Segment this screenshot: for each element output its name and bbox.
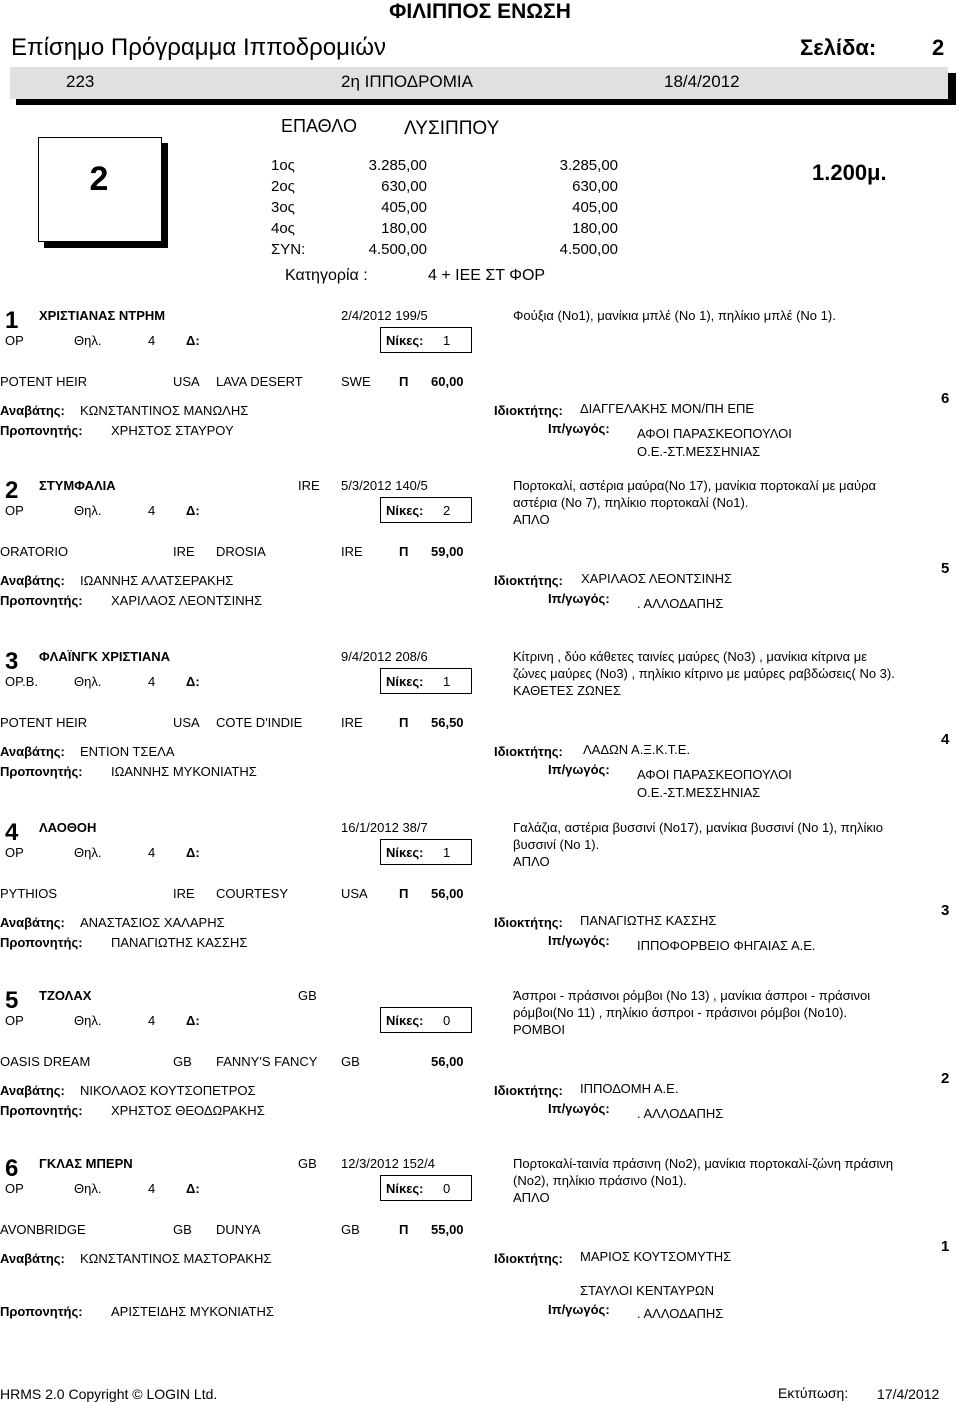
prize-amount-total: 4.500,00 — [559, 241, 618, 258]
dam-country: GB — [341, 1222, 360, 1237]
trainer-label: Προπονητής: — [0, 1103, 83, 1118]
jockey-name: ΑΝΑΣΤΑΣΙΟΣ ΧΑΛΑΡΗΣ — [80, 915, 225, 930]
sex-label: Θηλ. — [74, 1181, 102, 1196]
prize-amount: 405,00 — [381, 199, 427, 216]
sire-name: PYTHIOS — [0, 886, 58, 901]
trainer-name: ΧΡΗΣΤΟΣ ΘΕΟΔΩΡΑΚΗΣ — [111, 1103, 265, 1118]
trainer-label: Προπονητής: — [0, 1304, 83, 1319]
dam-name: LAVA DESERT — [216, 374, 303, 389]
wins-label: Νίκες: — [386, 674, 424, 689]
prize-place: 3ος — [271, 199, 295, 216]
wins-count: 1 — [443, 845, 451, 860]
dam-name: COTE D'INDIE — [216, 715, 303, 730]
dam-name: COURTESY — [216, 886, 288, 901]
p-flag: Π — [399, 544, 409, 559]
horse-last-run: 9/4/2012 208/6 — [341, 649, 428, 664]
owner-label: Ιδιοκτήτης: — [494, 403, 563, 418]
prize-amount: 630,00 — [381, 178, 427, 195]
document-title: Επίσημο Πρόγραμμα Ιπποδρομιών — [11, 34, 387, 61]
sire-country: IRE — [173, 544, 195, 559]
horse-name: ΧΡΙΣΤΙΑΝΑΣ ΝΤΡΗΜ — [39, 308, 166, 323]
slot-number: 4 — [941, 731, 950, 748]
stable-name-2: Ο.Ε.-ΣΤ.ΜΕΣΣΗΝΙΑΣ — [637, 444, 761, 459]
stable-name: ΑΦΟΙ ΠΑΡΑΣΚΕΟΠΟΥΛΟΙ — [637, 767, 792, 782]
jockey-name: ΙΩΑΝΝΗΣ ΑΛΑΤΣΕΡΑΚΗΣ — [80, 573, 234, 588]
prize-amount-total: 180,00 — [572, 220, 618, 237]
trainer-name: ΙΩΑΝΝΗΣ ΜΥΚΟΝΙΑΤΗΣ — [111, 764, 257, 779]
stable-label: Ιπ/γωγός: — [548, 421, 610, 436]
meeting-number: 223 — [66, 72, 95, 91]
horse-number: 2 — [5, 477, 19, 504]
stable-label: Ιπ/γωγός: — [548, 1302, 610, 1317]
horse-origin: IRE — [298, 478, 320, 493]
stable-label: Ιπ/γωγός: — [548, 1101, 610, 1116]
horse-name: ΛΑΟΘΟΗ — [39, 820, 97, 835]
colors-line-3: ΑΠΛΟ — [513, 512, 550, 527]
sire-country: IRE — [173, 886, 195, 901]
trainer-name: ΧΡΗΣΤΟΣ ΣΤΑΥΡΟΥ — [111, 423, 234, 438]
owner-name: ΠΑΝΑΓΙΩΤΗΣ ΚΑΣΣΗΣ — [580, 913, 717, 928]
horse-code: ΟΡ — [5, 1013, 24, 1028]
owner-label: Ιδιοκτήτης: — [494, 1251, 563, 1266]
sex-label: Θηλ. — [74, 845, 102, 860]
trainer-name: ΑΡΙΣΤΕΙΔΗΣ ΜΥΚΟΝΙΑΤΗΣ — [111, 1304, 274, 1319]
weight: 56,00 — [431, 886, 464, 901]
stable-label: Ιπ/γωγός: — [548, 591, 610, 606]
prize-name: ΛΥΣΙΠΠΟΥ — [404, 118, 500, 139]
sex-label: Θηλ. — [74, 1013, 102, 1028]
colors-line-2: (Νο2), πηλίκιο πράσινο (Νο1). — [513, 1173, 687, 1188]
horse-number: 1 — [5, 307, 19, 334]
wins-count: 0 — [443, 1013, 451, 1028]
sire-country: USA — [173, 374, 200, 389]
owner-name: ΔΙΑΓΓΕΛΑΚΗΣ ΜΟΝ/ΠΗ ΕΠΕ — [580, 401, 755, 416]
owner-label: Ιδιοκτήτης: — [494, 1083, 563, 1098]
category-label: Κατηγορία : — [285, 267, 368, 284]
prize-place: 2ος — [271, 178, 295, 195]
colors-line-1: Φούξια (Νο1), μανίκια μπλέ (Νο 1), πηλίκιο μπλέ (Νο 1). — [513, 308, 836, 323]
horse-origin: GB — [298, 988, 317, 1003]
slot-number: 6 — [941, 390, 950, 407]
trainer-label: Προπονητής: — [0, 593, 83, 608]
sire-country: GB — [173, 1222, 192, 1237]
jockey-name: ΝΙΚΟΛΑΟΣ ΚΟΥΤΣΟΠΕΤΡΟΣ — [80, 1083, 256, 1098]
delta-label: Δ: — [186, 503, 200, 518]
colors-line-1: Κίτρινη , δύο κάθετες ταινίες μαύρες (Νο3) , μανίκια κίτρινα με — [513, 649, 867, 664]
colors-line-3: ΑΠΛΟ — [513, 1190, 550, 1205]
horse-name: ΓΚΛΑΣ ΜΠΕΡΝ — [39, 1156, 133, 1171]
sex-label: Θηλ. — [74, 503, 102, 518]
wins-count: 2 — [443, 503, 451, 518]
stable-name: ΙΠΠΟΦΟΡΒΕΙΟ ΦΗΓΑΙΑΣ Α.Ε. — [637, 938, 816, 953]
trainer-name: ΧΑΡΙΛΑΟΣ ΛΕΟΝΤΣΙΝΗΣ — [111, 593, 263, 608]
horse-number: 3 — [5, 648, 19, 675]
category-value: 4 + ΙΕΕ ΣΤ ΦΟΡ — [428, 267, 546, 284]
trainer-label: Προπονητής: — [0, 935, 83, 950]
wins-count: 1 — [443, 674, 451, 689]
weight: 59,00 — [431, 544, 464, 559]
slot-number: 3 — [941, 902, 950, 919]
colors-line-2: αστέρια (Νο 7), πηλίκιο πορτοκαλί (Νο1). — [513, 495, 749, 510]
wins-label: Νίκες: — [386, 1181, 424, 1196]
owner-label: Ιδιοκτήτης: — [494, 573, 563, 588]
sire-name: AVONBRIDGE — [0, 1222, 86, 1237]
dam-name: DUNYA — [216, 1222, 261, 1237]
stable-name: . ΑΛΛΟΔΑΠΗΣ — [637, 596, 724, 611]
header-bar-shadow-bottom — [16, 99, 956, 105]
print-date: 17/4/2012 — [877, 1386, 940, 1402]
meeting-date: 18/4/2012 — [664, 72, 740, 91]
horse-age: 4 — [148, 333, 156, 348]
wins-label: Νίκες: — [386, 333, 424, 348]
sex-label: Θηλ. — [74, 674, 102, 689]
jockey-name: ΚΩΝΣΤΑΝΤΙΝΟΣ ΜΑΝΩΛΗΣ — [80, 403, 249, 418]
horse-number: 5 — [5, 987, 19, 1014]
jockey-label: Αναβάτης: — [0, 403, 65, 418]
wins-label: Νίκες: — [386, 1013, 424, 1028]
delta-label: Δ: — [186, 674, 200, 689]
owner-name: ΜΑΡΙΟΣ ΚΟΥΤΣΟΜΥΤΗΣ — [580, 1249, 732, 1264]
prize-amount-total: 405,00 — [572, 199, 618, 216]
horse-code: ΟΡ — [5, 333, 24, 348]
delta-label: Δ: — [186, 333, 200, 348]
horse-origin: GB — [298, 1156, 317, 1171]
horse-name: ΤΖΟΛΑΧ — [39, 988, 92, 1003]
colors-line-3: ΚΑΘΕΤΕΣ ΖΩΝΕΣ — [513, 683, 621, 698]
slot-number: 2 — [941, 1070, 950, 1087]
owner-label: Ιδιοκτήτης: — [494, 915, 563, 930]
colors-line-1: Άσπροι - πράσινοι ρόμβοι (Νο 13) , μανίκια άσπροι - πράσινοι — [513, 988, 871, 1003]
horse-name: ΣΤΥΜΦΑΛΙΑ — [39, 478, 116, 493]
slot-number: 1 — [941, 1238, 950, 1255]
horse-number: 6 — [5, 1155, 19, 1182]
slot-number: 5 — [941, 560, 950, 577]
prize-amount: 3.285,00 — [368, 157, 427, 174]
colors-line-1: Γαλάζια, αστέρια βυσσινί (Νο17), μανίκια βυσσινί (Νο 1), πηλίκιο — [513, 820, 883, 835]
wins-count: 0 — [443, 1181, 451, 1196]
horse-last-run: 12/3/2012 152/4 — [341, 1156, 435, 1171]
horse-age: 4 — [148, 503, 156, 518]
owner-name: ΧΑΡΙΛΑΟΣ ΛΕΟΝΤΣΙΝΗΣ — [581, 571, 733, 586]
sire-name: ORATORIO — [0, 544, 69, 559]
horse-code: ΟΡ — [5, 503, 24, 518]
p-flag: Π — [399, 715, 409, 730]
site-name: ΦΙΛΙΠΠΟΣ ΕΝΩΣΗ — [389, 0, 571, 23]
colors-line-2: ρόμβοι(Νο 11) , πηλίκιο άσπροι - πράσινοι ρόμβοι (Νο10). — [513, 1005, 848, 1020]
horse-code: ΟΡ.Β. — [5, 674, 39, 689]
race-number: 2 — [89, 160, 109, 198]
p-flag: Π — [399, 886, 409, 901]
p-flag: Π — [399, 1222, 409, 1237]
horse-last-run: 16/1/2012 38/7 — [341, 820, 428, 835]
horse-last-run: 2/4/2012 199/5 — [341, 308, 428, 323]
weight: 56,00 — [431, 1054, 464, 1069]
weight: 56,50 — [431, 715, 464, 730]
jockey-label: Αναβάτης: — [0, 744, 65, 759]
race-distance: 1.200μ. — [812, 160, 887, 185]
dam-country: IRE — [341, 544, 363, 559]
jockey-label: Αναβάτης: — [0, 1251, 65, 1266]
print-label: Εκτύπωση: — [778, 1385, 849, 1401]
weight: 60,00 — [431, 374, 464, 389]
sex-label: Θηλ. — [74, 333, 102, 348]
stable-name: . ΑΛΛΟΔΑΠΗΣ — [637, 1106, 724, 1121]
horse-code: ΟΡ — [5, 1181, 24, 1196]
meeting-bar — [10, 67, 948, 99]
horse-last-run: 5/3/2012 140/5 — [341, 478, 428, 493]
dam-name: FANNY'S FANCY — [216, 1054, 318, 1069]
horse-age: 4 — [148, 1181, 156, 1196]
meeting-name: 2η ΙΠΠΟΔΡΟΜΙΑ — [341, 72, 473, 91]
page-label: Σελίδα: — [800, 35, 877, 60]
sire-country: USA — [173, 715, 200, 730]
delta-label: Δ: — [186, 845, 200, 860]
dam-country: IRE — [341, 715, 363, 730]
delta-label: Δ: — [186, 1181, 200, 1196]
dam-country: GB — [341, 1054, 360, 1069]
owner-name: ΛΑΔΩΝ Α.Ξ.Κ.Τ.Ε. — [583, 742, 691, 757]
prize-amount-total: 630,00 — [572, 178, 618, 195]
prize-amount-total: 3.285,00 — [559, 157, 618, 174]
wins-label: Νίκες: — [386, 845, 424, 860]
prize-place: 4ος — [271, 220, 295, 237]
copyright: HRMS 2.0 Copyright © LOGIN Ltd. — [0, 1386, 218, 1402]
jockey-name: ΕΝΤΙΟΝ ΤΣΕΛΑ — [80, 744, 175, 759]
trainer-name: ΠΑΝΑΓΙΩΤΗΣ ΚΑΣΣΗΣ — [111, 935, 248, 950]
owner-name: ΙΠΠΟΔΟΜΗ Α.Ε. — [580, 1081, 679, 1096]
horse-age: 4 — [148, 845, 156, 860]
colors-line-2: ζώνες μαύρες (Νο3) , πηλίκιο κίτρινο με μαύρες ραβδώσεις( Νο 3). — [513, 666, 895, 681]
horse-age: 4 — [148, 1013, 156, 1028]
jockey-label: Αναβάτης: — [0, 573, 65, 588]
horse-code: ΟΡ — [5, 845, 24, 860]
prize-place: ΣΥΝ: — [271, 241, 306, 258]
owner-label: Ιδιοκτήτης: — [494, 744, 563, 759]
trainer-label: Προπονητής: — [0, 764, 83, 779]
owner-name-2: ΣΤΑΥΛΟΙ ΚΕΝΤΑΥΡΩΝ — [580, 1283, 715, 1298]
colors-line-3: ΡΟΜΒΟΙ — [513, 1022, 566, 1037]
prize-label: ΕΠΑΘΛΟ — [281, 116, 357, 136]
dam-country: USA — [341, 886, 368, 901]
trainer-label: Προπονητής: — [0, 423, 83, 438]
stable-name: ΑΦΟΙ ΠΑΡΑΣΚΕΟΠΟΥΛΟΙ — [637, 426, 792, 441]
dam-country: SWE — [341, 374, 371, 389]
stable-label: Ιπ/γωγός: — [548, 933, 610, 948]
horse-number: 4 — [5, 819, 19, 846]
colors-line-3: ΑΠΛΟ — [513, 854, 550, 869]
page-number: 2 — [932, 35, 945, 60]
sire-name: POTENT HEIR — [0, 715, 88, 730]
p-flag: Π — [399, 374, 409, 389]
prize-place: 1ος — [271, 157, 295, 174]
colors-line-1: Πορτοκαλί-ταινία πράσινη (Νο2), μανίκια πορτοκαλί-ζώνη πράσινη — [513, 1156, 894, 1171]
stable-label: Ιπ/γωγός: — [548, 762, 610, 777]
sire-name: OASIS DREAM — [0, 1054, 91, 1069]
colors-line-2: βυσσινί (Νο 1). — [513, 837, 600, 852]
sire-country: GB — [173, 1054, 192, 1069]
jockey-label: Αναβάτης: — [0, 1083, 65, 1098]
jockey-name: ΚΩΝΣΤΑΝΤΙΝΟΣ ΜΑΣΤΟΡΑΚΗΣ — [80, 1251, 272, 1266]
stable-name: . ΑΛΛΟΔΑΠΗΣ — [637, 1306, 724, 1321]
delta-label: Δ: — [186, 1013, 200, 1028]
stable-name-2: Ο.Ε.-ΣΤ.ΜΕΣΣΗΝΙΑΣ — [637, 785, 761, 800]
wins-label: Νίκες: — [386, 503, 424, 518]
weight: 55,00 — [431, 1222, 464, 1237]
jockey-label: Αναβάτης: — [0, 915, 65, 930]
horse-age: 4 — [148, 674, 156, 689]
colors-line-1: Πορτοκαλί, αστέρια μαύρα(Νο 17), μανίκια πορτοκαλί με μαύρα — [513, 478, 877, 493]
horse-name: ΦΛΑΪΝΓΚ ΧΡΙΣΤΙΑΝΑ — [39, 649, 171, 664]
prize-amount: 4.500,00 — [368, 241, 427, 258]
prize-amount: 180,00 — [381, 220, 427, 237]
dam-name: DROSIA — [216, 544, 266, 559]
wins-count: 1 — [443, 333, 451, 348]
sire-name: POTENT HEIR — [0, 374, 88, 389]
